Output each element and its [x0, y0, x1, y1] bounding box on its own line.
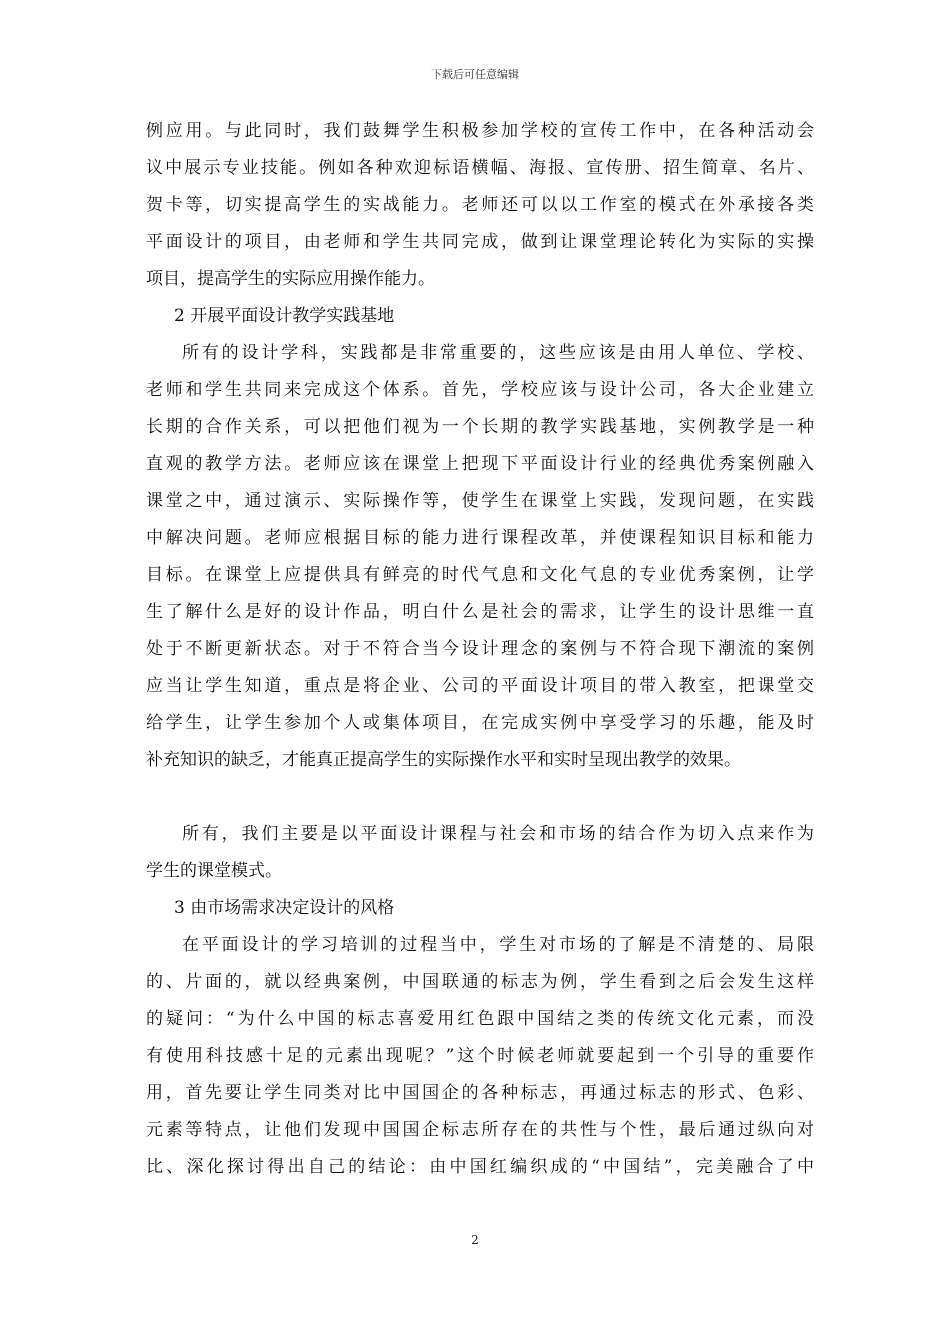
text-line: 项目，提高学生的实际应用操作能力。 — [146, 269, 435, 289]
blank-line — [146, 779, 814, 816]
text-line: 生了解什么是好的设计作品，明白什么是社会的需求，让学生的设计思维一直 — [146, 602, 814, 622]
paragraph-practical-application — [146, 113, 814, 298]
text-line: 比、深化探讨得出自己的结论：由中国红编织成的“中国结”，完美融合了中 — [146, 1157, 814, 1177]
text-line: 学生的课堂模式。 — [146, 861, 282, 881]
text-line: 中解决问题。老师应根据目标的能力进行课程改革，并使课程知识目标和能力 — [146, 528, 814, 548]
paragraph-market-demand — [146, 927, 814, 1186]
section-heading-2: 2 开展平面设计教学实践基地 — [174, 306, 395, 326]
text-line: 元素等特点，让他们发现中国国企标志所存在的共性与个性，最后通过纵向对 — [146, 1120, 814, 1140]
text-line: 平面设计的项目，由老师和学生共同完成，做到让课堂理论转化为实际的实操 — [146, 232, 814, 252]
text-line: 长期的合作关系，可以把他们视为一个长期的教学实践基地，实例教学是一种 — [146, 417, 814, 437]
text-line: 应当让学生知道，重点是将企业、公司的平面设计项目的带入教室，把课堂交 — [146, 676, 814, 696]
paragraph-summary — [146, 816, 814, 890]
section-heading-3: 3 由市场需求决定设计的风格 — [174, 898, 395, 918]
text-line: 给学生，让学生参加个人或集体项目，在完成实例中享受学习的乐趣，能及时 — [146, 713, 814, 733]
text-line: 补充知识的缺乏，才能真正提高学生的实际操作水平和实时呈现出教学的效果。 — [146, 750, 741, 770]
text-line: 例应用。与此同时，我们鼓舞学生积极参加学校的宣传工作中，在各种活动会 — [146, 121, 814, 141]
text-line: 用，首先要让学生同类对比中国国企的各种标志，再通过标志的形式、色彩、 — [146, 1083, 814, 1103]
document-body — [146, 113, 814, 1186]
text-line: 的疑问：“为什么中国的标志喜爱用红色跟中国结之类的传统文化元素，而没 — [146, 1009, 814, 1029]
text-line: 贺卡等，切实提高学生的实战能力。老师还可以以工作室的模式在外承接各类 — [146, 195, 814, 215]
text-line: 目标。在课堂上应提供具有鲜亮的时代气息和文化气息的专业优秀案例，让学 — [146, 565, 814, 585]
text-line: 直观的教学方法。老师应该在课堂上把现下平面设计行业的经典优秀案例融入 — [146, 454, 814, 474]
text-line: 课堂之中，通过演示、实际操作等，使学生在课堂上实践，发现问题，在实践 — [146, 491, 814, 511]
text-line: 在平面设计的学习培训的过程当中，学生对市场的了解是不清楚的、局限 — [182, 935, 814, 955]
text-line: 议中展示专业技能。例如各种欢迎标语横幅、海报、宣传册、招生简章、名片、 — [146, 158, 814, 178]
text-line: 处于不断更新状态。对于不符合当今设计理念的案例与不符合现下潮流的案例 — [146, 639, 814, 659]
page-header: 下载后可任意编辑 — [431, 68, 519, 81]
text-line: 所有的设计学科，实践都是非常重要的，这些应该是由用人单位、学校、 — [182, 343, 814, 363]
page-number: 2 — [471, 1233, 479, 1247]
text-line: 所有，我们主要是以平面设计课程与社会和市场的结合作为切入点来作为 — [182, 824, 814, 844]
text-line: 老师和学生共同来完成这个体系。首先，学校应该与设计公司，各大企业建立 — [146, 380, 814, 400]
text-line: 有使用科技感十足的元素出现呢？”这个时候老师就要起到一个引导的重要作 — [146, 1046, 814, 1066]
paragraph-teaching-base — [146, 335, 814, 779]
text-line: 的、片面的，就以经典案例，中国联通的标志为例，学生看到之后会发生这样 — [146, 972, 814, 992]
